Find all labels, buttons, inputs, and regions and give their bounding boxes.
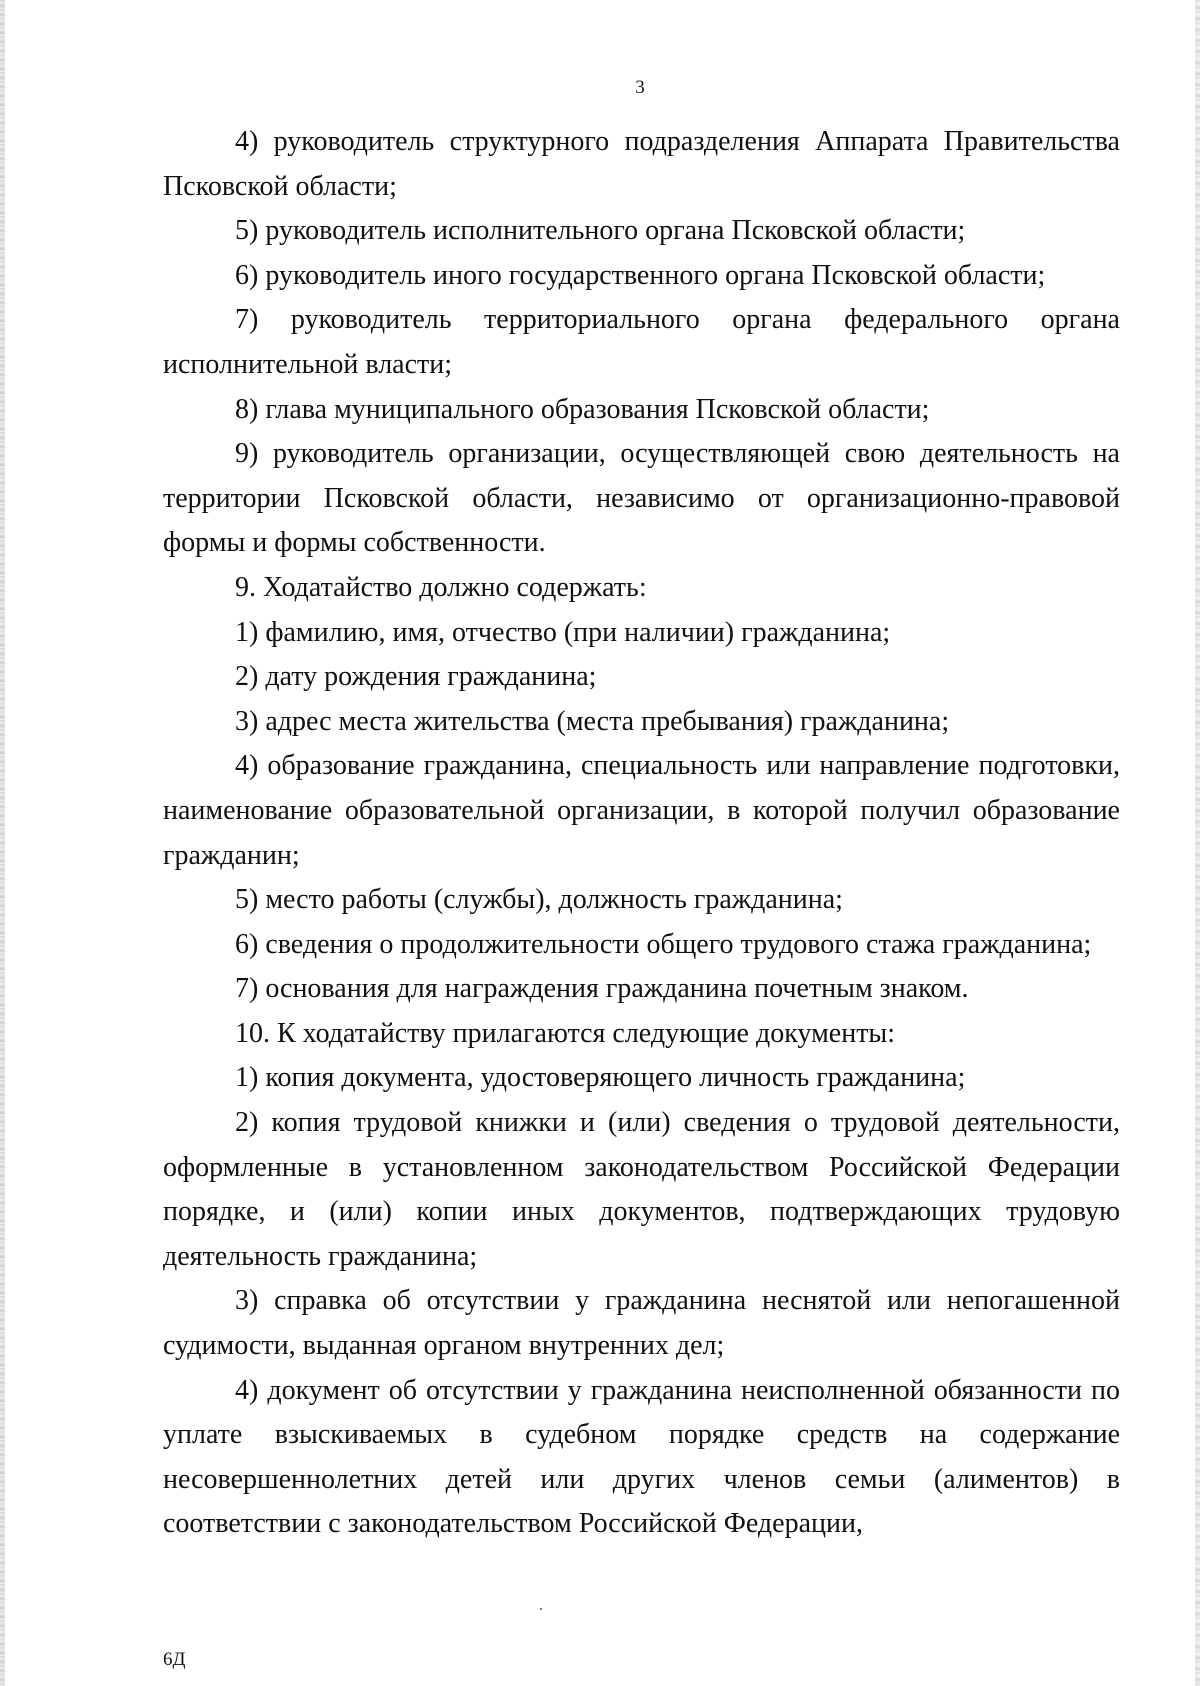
list-item-address: 3) адрес места жительства (места пребывания) гражданина; bbox=[235, 705, 950, 737]
list-item-id-copy: 1) копия документа, удостоверяющего личность гражданина; bbox=[235, 1062, 966, 1094]
page-number: 3 bbox=[635, 77, 645, 98]
scan-edge-right bbox=[1195, 0, 1200, 1686]
scan-speck bbox=[540, 1608, 542, 1610]
clause-10-heading: 10. К ходатайству прилагаются следующие документы: bbox=[235, 1017, 896, 1049]
list-item-head-structural-unit: 4) руководитель структурного подразделения Аппарата Правительства Псковской области; bbox=[163, 126, 1120, 202]
list-item-head-municipality: 8) глава муниципального образования Псковской области; bbox=[235, 393, 930, 425]
list-item-education: 4) образование гражданина, специальность или направление подготовки, наименование образовательной организации, в которой получил образование гражданин; bbox=[163, 750, 1120, 871]
list-item-head-organization: 9) руководитель организации, осуществляющей свою деятельность на территории Псковской области, независимо от организационно-правовой формы и формы собственности. bbox=[163, 438, 1120, 559]
list-item-alimony-document: 4) документ об отсутствии у гражданина неисполненной обязанности по уплате взыскиваемых в судебном порядке средств на содержание несовершеннолетних детей или других членов семьи (алиментов) в соответствии с законодательством Российской Федерации, bbox=[163, 1374, 1120, 1540]
list-item-workplace: 5) место работы (службы), должность гражданина; bbox=[235, 884, 843, 916]
list-item-head-other-state-body: 6) руководитель иного государственного органа Псковской области; bbox=[235, 259, 1046, 291]
list-item-head-territorial-body: 7) руководитель территориального органа федерального органа исполнительной власти; bbox=[163, 304, 1120, 380]
list-item-employment-record: 2) копия трудовой книжки и (или) сведения о трудовой деятельности, оформленные в установленном законодательством Российской Федерации порядке, и (или) копии иных документов, подтверждающих трудовую деятельность гражданина; bbox=[163, 1107, 1120, 1272]
clause-9-heading: 9. Ходатайство должно содержать: bbox=[235, 571, 647, 603]
document-body bbox=[163, 120, 1120, 1547]
list-item-work-experience: 6) сведения о продолжительности общего трудового стажа гражданина; bbox=[235, 928, 1092, 960]
list-item-birth-date: 2) дату рождения гражданина; bbox=[235, 661, 597, 693]
list-item-grounds-for-award: 7) основания для награждения гражданина почетным знаком. bbox=[235, 973, 969, 1005]
list-item-full-name: 1) фамилию, имя, отчество (при наличии) гражданина; bbox=[235, 616, 891, 648]
footer-mark: 6Д bbox=[163, 1649, 186, 1670]
list-item-criminal-record-certificate: 3) справка об отсутствии у гражданина неснятой или непогашенной судимости, выданная органом внутренних дел; bbox=[163, 1285, 1120, 1362]
list-item-head-executive-body: 5) руководитель исполнительного органа Псковской области; bbox=[235, 215, 966, 247]
scan-edge-left bbox=[0, 0, 5, 1686]
